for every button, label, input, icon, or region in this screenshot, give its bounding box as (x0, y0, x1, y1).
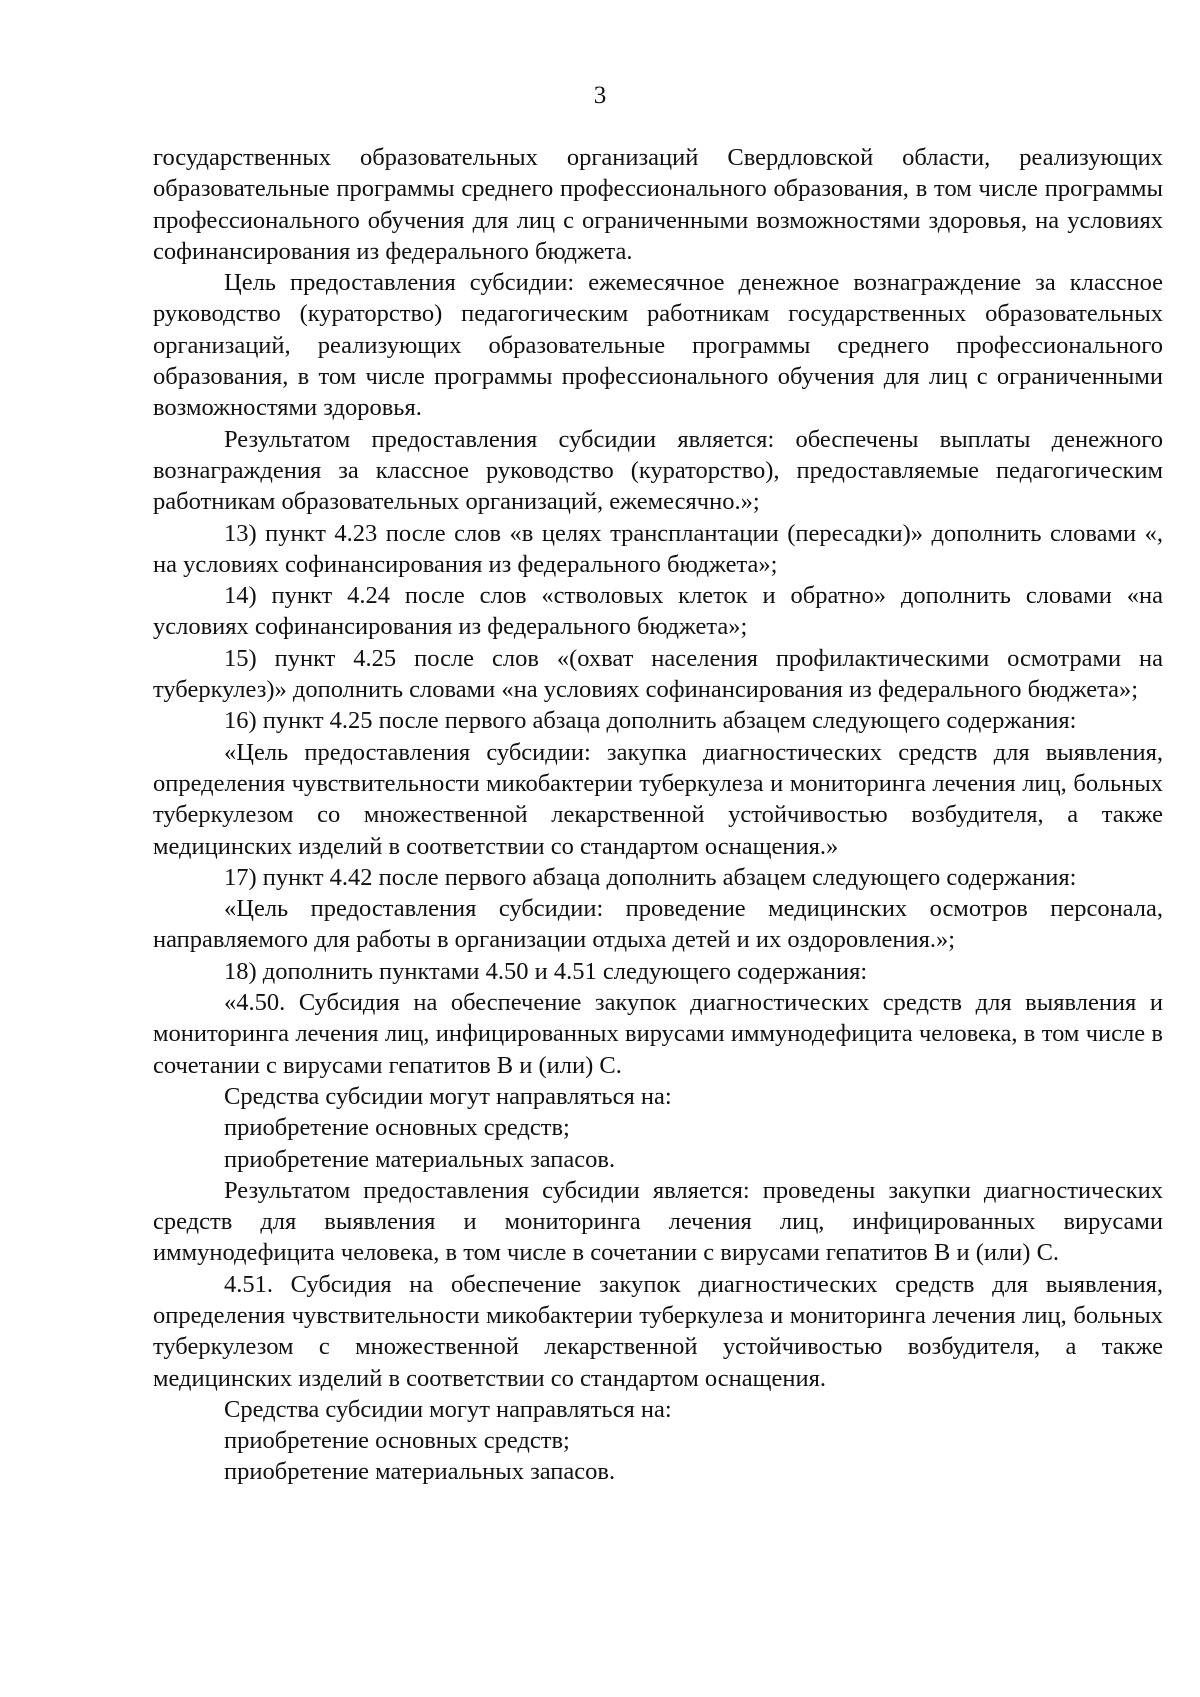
paragraph-result-4-50: Результатом предоставления субсидии является: проведены закупки диагностических средств для выявления и мониторинга лечения лиц, инфицированных вирусами иммунодефицита человека, в том числе в сочетании с вирусами гепатитов B и (или) C. (153, 1176, 1163, 1267)
paragraph-item-14: 14) пункт 4.24 после слов «стволовых клеток и обратно» дополнить словами «на условиях софинансирования из федерального бюджета»; (153, 582, 1163, 641)
document-body (153, 142, 1163, 1488)
page-number: 3 (593, 82, 607, 109)
paragraph-continuation: государственных образовательных организаций Свердловской области, реализующих образовательные программы среднего профессионального образования, в том числе программы профессионального обучения для лиц с ограниченными возможностями здоровья, на условиях софинансирования из федерального бюджета. (153, 144, 1163, 265)
paragraph-item-17: 17) пункт 4.42 после первого абзаца дополнить абзацем следующего содержания: (224, 863, 1077, 891)
paragraph-funds-directed: Средства субсидии могут направляться на: (224, 1082, 672, 1110)
paragraph-fixed-assets: приобретение основных средств; (224, 1114, 570, 1142)
paragraph-goal: Цель предоставления субсидии: ежемесячное денежное вознаграждение за классное руководство (кураторство) педагогическим работникам государственных образовательных организаций, реализующих образовательные программы среднего профессионального образования, в том числе программы профессионального обучения для лиц с ограниченными возможностями здоровья. (153, 269, 1163, 422)
paragraph-clause-4-50: «4.50. Субсидия на обеспечение закупок диагностических средств для выявления и мониторинга лечения лиц, инфицированных вирусами иммунодефицита человека, в том числе в сочетании с вирусами гепатитов B и (или) C. (153, 989, 1163, 1079)
paragraph-item-18: 18) дополнить пунктами 4.50 и 4.51 следующего содержания: (224, 957, 868, 985)
paragraph-item-15: 15) пункт 4.25 после слов «(охват населения профилактическими осмотрами на туберкулез)» дополнить словами «на условиях софинансирования из федерального бюджета»; (153, 644, 1163, 704)
paragraph-item-17-quote: «Цель предоставления субсидии: проведение медицинских осмотров персонала, направляемого для работы в организации отдыха детей и их оздоровления.»; (153, 895, 1163, 954)
paragraph-item-13: 13) пункт 4.23 после слов «в целях трансплантации (пересадки)» дополнить словами «, на условиях софинансирования из федерального бюджета»; (153, 519, 1163, 578)
paragraph-fixed-assets-2: приобретение основных средств; (224, 1427, 570, 1455)
paragraph-item-16-quote: «Цель предоставления субсидии: закупка диагностических средств для выявления, определения чувствительности микобактерии туберкулеза и мониторинга лечения лиц, больных туберкулезом со множественной лекарственной устойчивостью возбудителя, а также медицинских изделий в соответствии со стандартом оснащения.» (153, 738, 1163, 860)
paragraph-result: Результатом предоставления субсидии является: обеспечены выплаты денежного вознаграждения за классное руководство (кураторство), предоставляемые педагогическим работникам образовательных организаций, ежемесячно.»; (153, 425, 1163, 516)
paragraph-funds-directed-2: Средства субсидии могут направляться на: (224, 1395, 672, 1423)
paragraph-material-stocks-2: приобретение материальных запасов. (224, 1458, 616, 1486)
paragraph-clause-4-51: 4.51. Субсидия на обеспечение закупок диагностических средств для выявления, определения чувствительности микобактерии туберкулеза и мониторинга лечения лиц, больных туберкулезом с множественной лекарственной устойчивостью возбудителя, а также медицинских изделий в соответствии со стандартом оснащения. (153, 1270, 1163, 1392)
paragraph-material-stocks: приобретение материальных запасов. (224, 1145, 616, 1173)
paragraph-item-16: 16) пункт 4.25 после первого абзаца дополнить абзацем следующего содержания: (224, 707, 1077, 735)
